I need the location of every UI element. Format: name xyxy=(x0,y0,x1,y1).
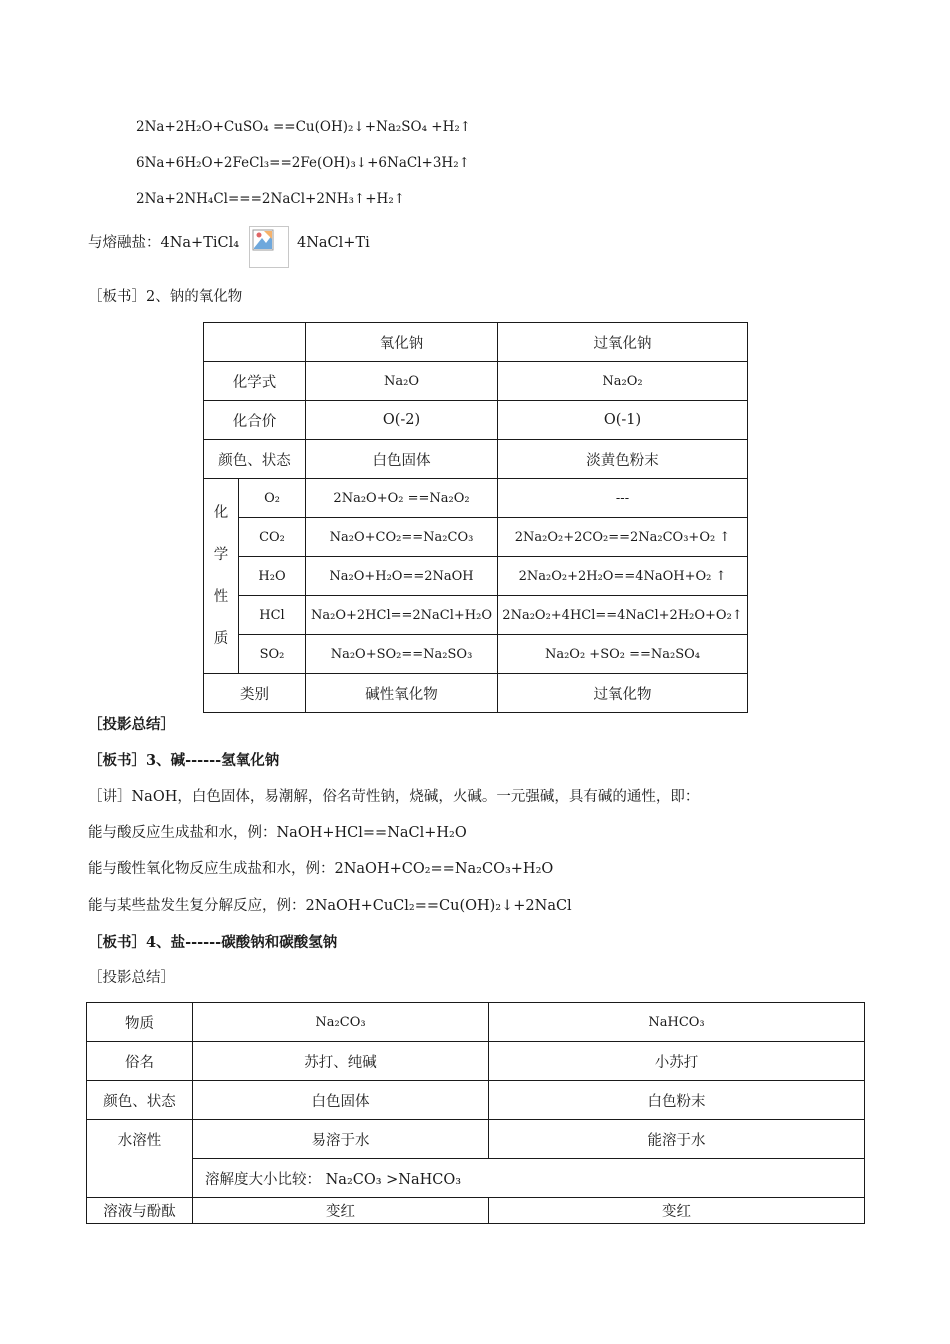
projection-summary: ［投影总结］ xyxy=(88,970,175,986)
cell: 白色固体 xyxy=(306,440,498,479)
reaction-line: 2Na+2H₂O+CuSO₄ ==Cu(OH)₂↓+Na₂SO₄ +H₂↑ xyxy=(136,119,472,135)
salt-table xyxy=(86,1002,865,1224)
molten-salt-product: 4NaCl+Ti xyxy=(297,235,370,251)
reactant: HCl xyxy=(239,596,306,635)
cell: Na₂CO₃ xyxy=(193,1003,489,1042)
cell: 能溶于水 xyxy=(489,1120,865,1159)
heading-salt: ［板书］4、盐------碳酸钠和碳酸氢钠 xyxy=(88,934,338,951)
cell: Na₂O+2HCl==2NaCl+H₂O xyxy=(306,596,498,635)
cell: O(-2) xyxy=(306,401,498,440)
row-label: 俗名 xyxy=(87,1042,193,1081)
reactant: CO₂ xyxy=(239,518,306,557)
reactant: SO₂ xyxy=(239,635,306,674)
cell: 苏打、纯碱 xyxy=(193,1042,489,1081)
naoh-paragraph: 能与酸反应生成盐和水，例：NaOH+HCl==NaCl+H₂O xyxy=(88,825,467,841)
cell: 2Na₂O₂+4HCl==4NaCl+2H₂O+O₂↑ xyxy=(498,596,748,635)
row-label: 化合价 xyxy=(204,401,306,440)
reaction-line: 2Na+2NH₄Cl===2NaCl+2NH₃↑+H₂↑ xyxy=(136,191,406,207)
row-label: 化学式 xyxy=(204,362,306,401)
heading-base: ［板书］3、碱------氢氧化钠 xyxy=(88,752,280,769)
cell: O(-1) xyxy=(498,401,748,440)
reaction-line: 6Na+6H₂O+2FeCl₃==2Fe(OH)₃↓+6NaCl+3H₂↑ xyxy=(136,155,470,171)
heading-oxides: ［板书］2、钠的氧化物 xyxy=(88,289,243,305)
cell: Na₂O+SO₂==Na₂SO₃ xyxy=(306,635,498,674)
row-label: 类别 xyxy=(204,674,306,713)
cell: --- xyxy=(498,479,748,518)
header-sodium-oxide: 氧化钠 xyxy=(306,323,498,362)
cell: Na₂O xyxy=(306,362,498,401)
cell: Na₂O+H₂O==2NaOH xyxy=(306,557,498,596)
cell: 2Na₂O₂+2H₂O==4NaOH+O₂ ↑ xyxy=(498,557,748,596)
cell: Na₂O+CO₂==Na₂CO₃ xyxy=(306,518,498,557)
naoh-paragraph: 能与酸性氧化物反应生成盐和水，例：2NaOH+CO₂==Na₂CO₃+H₂O xyxy=(88,861,554,877)
reactant: O₂ xyxy=(239,479,306,518)
oxide-table xyxy=(203,322,748,713)
projection-summary: ［投影总结］ xyxy=(88,716,175,733)
reactant: H₂O xyxy=(239,557,306,596)
cell: 变红 xyxy=(489,1198,865,1224)
cell: 易溶于水 xyxy=(193,1120,489,1159)
cell: Na₂O₂ xyxy=(498,362,748,401)
solubility-comparison: 溶解度大小比较： Na₂CO₃ >NaHCO₃ xyxy=(193,1159,865,1198)
row-label: 溶液与酚酞 xyxy=(87,1198,193,1224)
molten-salt-reaction: 与熔融盐：4Na+TiCl₄ xyxy=(88,235,240,251)
cell: 小苏打 xyxy=(489,1042,865,1081)
cell: 碱性氧化物 xyxy=(306,674,498,713)
naoh-paragraph: 能与某些盐发生复分解反应，例：2NaOH+CuCl₂==Cu(OH)₂↓+2NaCl xyxy=(88,898,572,914)
row-label: 水溶性 xyxy=(87,1120,193,1198)
cell: NaHCO₃ xyxy=(489,1003,865,1042)
cell: Na₂O₂ +SO₂ ==Na₂SO₄ xyxy=(498,635,748,674)
cell: 变红 xyxy=(193,1198,489,1224)
broken-image-icon xyxy=(249,226,289,268)
cell: 白色粉末 xyxy=(489,1081,865,1120)
header-empty xyxy=(204,323,306,362)
cell: 淡黄色粉末 xyxy=(498,440,748,479)
cell: 2Na₂O₂+2CO₂==2Na₂CO₃+O₂ ↑ xyxy=(498,518,748,557)
header-sodium-peroxide: 过氧化钠 xyxy=(498,323,748,362)
cell: 2Na₂O+O₂ ==Na₂O₂ xyxy=(306,479,498,518)
chem-properties-label: 化学性质 xyxy=(204,479,239,674)
row-label: 颜色、状态 xyxy=(87,1081,193,1120)
cell: 白色固体 xyxy=(193,1081,489,1120)
row-label: 颜色、状态 xyxy=(204,440,306,479)
row-label: 物质 xyxy=(87,1003,193,1042)
cell: 过氧化物 xyxy=(498,674,748,713)
naoh-paragraph: ［讲］NaOH，白色固体，易潮解，俗名苛性钠，烧碱，火碱。一元强碱，具有碱的通性，即： xyxy=(88,789,700,805)
